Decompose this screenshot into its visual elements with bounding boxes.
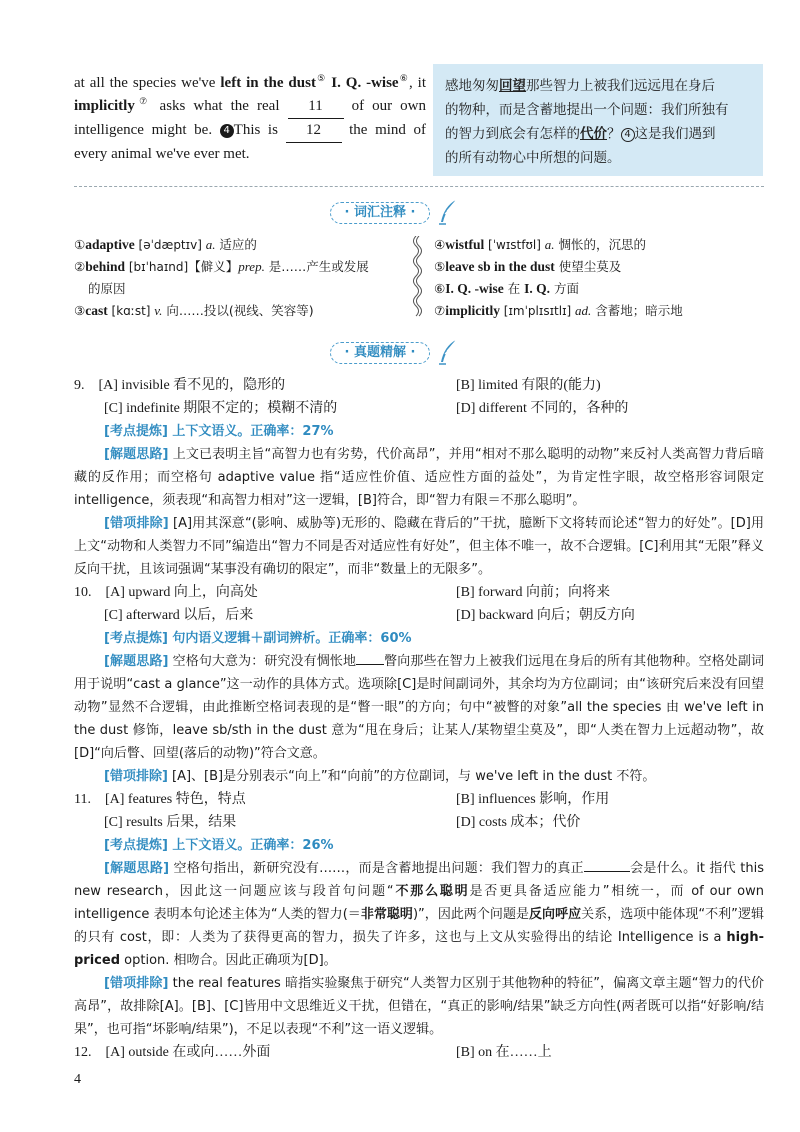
blank-12: 12 (286, 119, 342, 143)
option-d: [D] costs 成本；代价 (456, 815, 581, 830)
option-c: [C] results 后果，结果 (104, 815, 237, 830)
passage-bold: implicitly (74, 98, 135, 114)
passage-line: of our own (343, 98, 426, 114)
vocab-entry: ①adaptive [əˈdæptɪv] a. 适应的 (74, 237, 257, 252)
translation-text: 的物种，而是含蓄地提出一个问题：我们所独有 (445, 102, 729, 118)
blank-line (356, 664, 384, 665)
analysis-section-header (320, 340, 470, 368)
passage-line: at all the species we've (74, 75, 221, 91)
passage-line: This is (233, 122, 286, 138)
vocab-entry: ③cast [kɑːst] v. 向……投以(视线、笑容等) (74, 303, 314, 318)
passage-line: intelligence might be. (74, 122, 220, 138)
vocab-entry-cont: 的原因 (88, 281, 126, 296)
translation-box (433, 64, 763, 176)
option-a: 11. [A] features 特色，特点 (74, 792, 246, 807)
option-a: 12. [A] outside 在或向……外面 (74, 1045, 271, 1060)
blank-line (584, 871, 630, 872)
analysis-title: · 真题精解 · (330, 342, 430, 364)
translation-text: ？ (607, 126, 621, 142)
passage-line: the mind of every (74, 122, 426, 162)
q9-options-row2 (74, 397, 764, 420)
q9-elimination: [错项排除] [A]用其深意“(影响、威胁等)无形的、隐藏在背后的”干扰，臆断下文将转而论述“智力的好处”。[D]用上文“动物和人类智力不同”编造出“智力不同是否对适应性有好处”，但主体不唯一，故不合逻辑。[C]利用其“无限”释义反向干扰，且该词强调“某事没有确切的限定”，而非“数量上的无限多”。 (74, 516, 764, 577)
passage-line: asks what the real (151, 98, 288, 114)
translation-highlight: 回望 (499, 78, 526, 94)
vocab-entry: ⑦implicitly [ɪmˈplɪsɪtlɪ] ad. 含蓄地；暗示地 (434, 303, 683, 318)
sentence-number-icon: 4 (621, 128, 635, 142)
q12-options-row1 (74, 1041, 764, 1064)
vocab-section-header (320, 200, 470, 228)
passage-line: , it (409, 75, 426, 91)
q11-reasoning: [解题思路] 空格句指出，新研究没有……，而是含蓄地提出问题：我们智力的真正 会是什么。it 指代 this new research，因此这一问题应该与段首句问题“不那么聪明是否更具备适应能力”相统一，而 of our own intelligence 表明本句论述主体为“人类的智力(＝非常聪明)”，因此两个问题是反向呼应关系，选项中能体现“不利”逻辑的只有 cost，即：人类为了获得更高的智力，损失了许多，这也与上文从实验得出的结论 Intelligence is a high-priced option. 相吻合。因此正确项为[D]。 (74, 861, 764, 968)
q9-reasoning: [解题思路] 上文已表明主旨“高智力也有劣势，代价高昂”，并用“相对不那么聪明的动物”来反衬人类高智力背后暗藏的反作用；而空格句 adaptive value 指“适应性价值、适应性方面的益处”，为肯定性字眼，故空格形容词限定 intelligence，须表现“和高智力相对”这一逻辑，[B]符合，即“智力有限＝不那么聪明”。 (74, 447, 764, 508)
vocab-entry: ⑤leave sb in the dust 使望尘莫及 (434, 259, 622, 274)
translation-highlight: 代价 (580, 126, 607, 142)
vocab-column-left (74, 234, 404, 322)
option-b: [B] on 在……上 (456, 1045, 552, 1060)
option-d: [D] backward 向后；朝反方向 (456, 608, 635, 623)
option-c: [C] afterward 以后，后来 (104, 608, 254, 623)
passage-line: animal we've ever met. (111, 146, 250, 162)
page-number: 4 (74, 1072, 81, 1087)
option-d: [D] different 不同的，各种的 (456, 401, 629, 416)
analysis-content (74, 374, 764, 1064)
q10-options-row2 (74, 604, 764, 627)
option-a: 9. [A] invisible 看不见的，隐形的 (74, 378, 286, 393)
section-divider (74, 186, 764, 187)
passage-bold: I. Q. -wise (326, 75, 399, 91)
q10-key-point: [考点提炼] 句内语义逻辑＋副词辨析。正确率：60% (104, 631, 412, 646)
blank-11: 11 (288, 95, 344, 119)
vocab-entry: ⑥I. Q. -wise 在 I. Q. 方面 (434, 281, 580, 296)
passage-bold: left in the dust (220, 75, 316, 91)
passage-text (74, 72, 426, 166)
q11-options-row1 (74, 788, 764, 811)
translation-text: 这是我们遇到 (634, 126, 716, 142)
vocab-entry: ②behind [bɪˈhaɪnd]【僻义】prep. 是……产生或发展 (74, 259, 369, 274)
wavy-divider-icon (408, 236, 424, 318)
q11-key-point: [考点提炼] 上下文语义。正确率：26% (104, 838, 334, 853)
q10-elimination: [错项排除] [A]、[B]是分别表示“向上”和“向前”的方位副词，与 we've left in the dust 不符。 (104, 769, 656, 784)
option-a: 10. [A] upward 向上，向高处 (74, 585, 258, 600)
q9-key-point: [考点提炼] 上下文语义。正确率：27% (104, 424, 334, 439)
quill-pen-icon (436, 198, 460, 226)
sentence-number-icon: 4 (220, 124, 234, 138)
q9-options-row1 (74, 374, 764, 397)
translation-text: 感地匆匆 (445, 78, 499, 94)
vocab-title: · 词汇注释 · (330, 202, 430, 224)
translation-text: 的智力到底会有怎样的 (445, 126, 580, 142)
option-c: [C] indefinite 期限不定的；模糊不清的 (104, 401, 338, 416)
option-b: [B] limited 有限的(能力) (456, 378, 601, 393)
quill-pen-icon (436, 338, 460, 366)
option-b: [B] influences 影响，作用 (456, 792, 610, 807)
vocab-column-right (434, 234, 764, 322)
footnote-mark: ⑥ (398, 73, 409, 83)
footnote-mark: ⑦ (134, 96, 152, 106)
q11-elimination: [错项排除] the real features 暗指实验聚焦于研究“人类智力区别于其他物种的特征”，偏离文章主题“智力的代价高昂”，故排除[A]。[B]、[C]皆用中文思维近义干扰，但错在，“真正的影响/结果”缺乏方向性(两者既可以指“好影响/结果”，也可指“坏影响/结果”)，不足以表现“不利”这一语义逻辑。 (74, 976, 764, 1037)
footnote-mark: ⑤ (315, 73, 327, 83)
q11-options-row2 (74, 811, 764, 834)
q10-options-row1 (74, 581, 764, 604)
translation-text: 的所有动物心中所想的问题。 (445, 150, 621, 166)
vocab-entry: ④wistful [ˈwɪstfʊl] a. 惆怅的，沉思的 (434, 237, 646, 252)
q10-reasoning: [解题思路] 空格句大意为：研究没有惆怅地 瞥向那些在智力上被我们远甩在身后的所有其他物种。空格处副词用于说明“cast a glance”这一动作的具体方式。选项除[C]是时间副词外，其余均为方位副词；由“该研究后来没有回望动物”显然不合逻辑，由此推断空格词表现的是“瞥一眼”的方向；句中“被瞥的对象”all the species 由 we've left in the dust 修饰，leave sb/sth in the dust 意为“甩在身后；让某人/某物望尘莫及”，即“人类在智力上远超动物”，故[D]“向后瞥、回望(落后的动物)”符合文意。 (74, 654, 764, 761)
option-b: [B] forward 向前；向将来 (456, 585, 610, 600)
translation-text: 那些智力上被我们远远甩在身后 (526, 78, 715, 94)
